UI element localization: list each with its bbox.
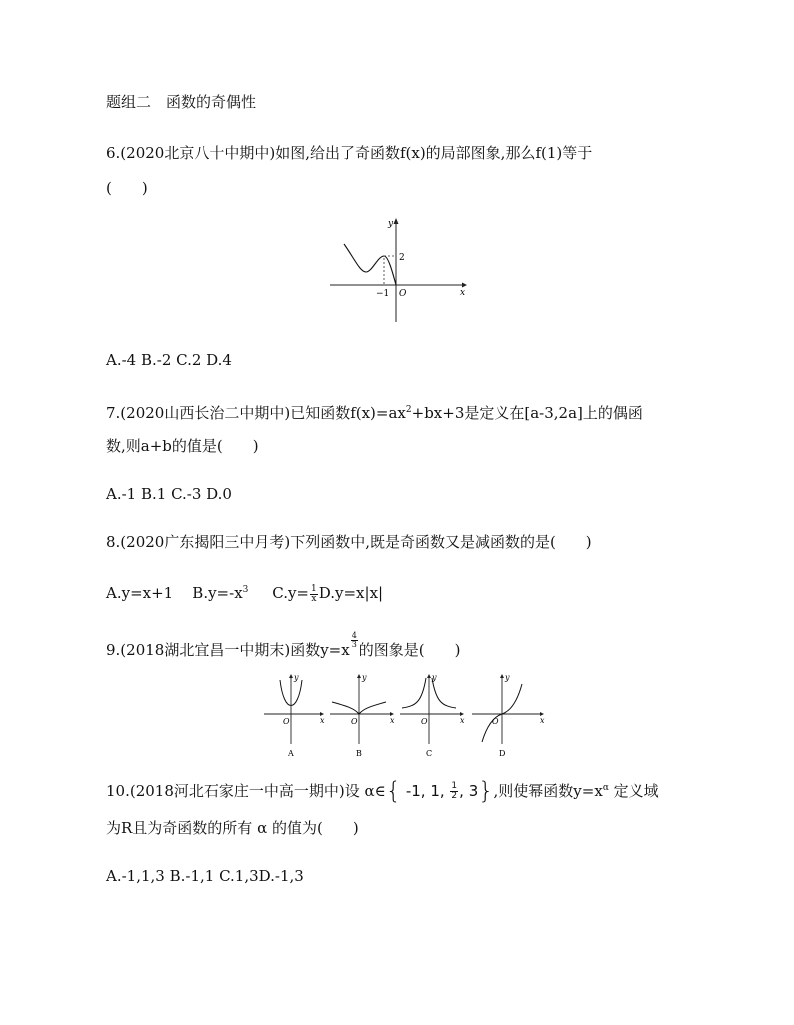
q9-graph-b-label-y: y xyxy=(362,673,367,682)
q9-graph-a xyxy=(264,673,325,758)
q9-figure xyxy=(260,670,550,764)
q9-graph-a-label-x: x xyxy=(320,716,325,725)
q9-graph-b-label-x: x xyxy=(390,716,395,725)
q10-set-fraction-numerator: 1 xyxy=(451,781,458,791)
q6-x-arrow xyxy=(462,283,467,288)
q6-y-arrow xyxy=(394,218,399,224)
q10-alpha-superscript: α xyxy=(602,783,609,793)
q9-graph-d-label-x: x xyxy=(540,716,545,725)
q10-stem-post: ,则使幂函数y=x xyxy=(493,782,603,800)
q9-exponent-denominator: 3 xyxy=(351,640,357,649)
q6-figure xyxy=(326,214,470,330)
q8-options xyxy=(106,580,383,604)
q10-set-item-2: 1 xyxy=(430,782,440,800)
q9-graph-c-label-x: x xyxy=(460,716,465,725)
q8-option-c-numerator: 1 xyxy=(311,583,317,594)
q10-stem-pre: 10.(2018河北石家庄一中高一期中)设 α∈ xyxy=(106,782,386,800)
q10-stem xyxy=(106,777,659,805)
q9-graph-c-caption: C xyxy=(426,749,433,758)
q8-option-b-pre: B.y=-x xyxy=(192,584,243,602)
q10-set-fraction-denominator: 2 xyxy=(451,791,458,801)
q10-left-brace: { xyxy=(385,777,402,805)
section-title: 题组二 函数的奇偶性 xyxy=(106,93,257,111)
q10-stem-line2: 为R且为奇函数的所有 α 的值为( ) xyxy=(106,819,359,837)
q8-option-a: A.y=x+1 xyxy=(106,584,174,602)
q6-stem: 6.(2020北京八十中期中)如图,给出了奇函数f(x)的局部图象,那么f(1)等于 xyxy=(106,144,593,162)
q9-graph-c xyxy=(400,673,465,758)
q9-graph-b xyxy=(330,673,395,758)
q9-stem-post: 的图象是( ) xyxy=(358,641,461,659)
q9-exponent-fraction xyxy=(351,632,358,649)
q9-graph-d-label-y: y xyxy=(505,673,510,682)
q9-graph-a-caption: A xyxy=(288,749,294,758)
q7-options: A.-1 B.1 C.-3 D.0 xyxy=(106,485,232,503)
q6-curve xyxy=(344,244,396,285)
q9-graph-a-label-y: y xyxy=(294,673,299,682)
q10-set-item-last: 3 xyxy=(468,782,479,800)
q6-label-origin: O xyxy=(399,289,407,299)
q9-graph-d-caption: D xyxy=(499,749,506,758)
q6-label-x: x xyxy=(460,288,466,298)
q7-stem-pre: 7.(2020山西长治二中期中)已知函数f(x)=ax xyxy=(106,404,406,422)
q7-stem-post: +bx+3是定义在[a-3,2a]上的偶函 xyxy=(411,404,643,422)
q7-exponent: 2 xyxy=(405,405,412,415)
q10-options: A.-1,1,3 B.-1,1 C.1,3D.-1,3 xyxy=(106,867,304,885)
q6-answer-paren: ( ) xyxy=(106,179,148,197)
q9-stem xyxy=(106,632,461,660)
q8-stem: 8.(2020广东揭阳三中月考)下列函数中,既是奇函数又是减函数的是( ) xyxy=(106,533,592,551)
q6-label-y: y xyxy=(388,219,394,229)
q9-graph-d-label-origin: O xyxy=(492,717,499,726)
q9-stem-pre: 9.(2018湖北宜昌一中期末)函数y=x xyxy=(106,641,350,659)
q8-option-d: D.y=x|x| xyxy=(318,584,384,602)
q10-set-item-1: -1 xyxy=(405,782,421,800)
q10-set-fraction xyxy=(450,782,458,801)
q8-option-c-denominator: x xyxy=(311,593,317,604)
q9-graphs xyxy=(260,670,550,760)
q6-label-neg-one: −1 xyxy=(376,289,390,299)
q8-option-c-fraction xyxy=(310,585,318,604)
q9-graph-c-label-y: y xyxy=(432,673,437,682)
q10-right-brace: } xyxy=(478,777,494,805)
q8-option-b-exponent: 3 xyxy=(242,585,249,595)
q9-exponent-numerator: 4 xyxy=(351,631,357,640)
q9-graph-c-label-origin: O xyxy=(421,717,428,726)
q7-stem xyxy=(106,400,643,423)
q10-alpha-set: { -1, 1, $\frac{1}{2}$ , 3} xyxy=(385,777,494,805)
q6-label-two: 2 xyxy=(399,253,405,263)
q7-stem-line2: 数,则a+b的值是( ) xyxy=(106,437,259,455)
q9-graph-d xyxy=(472,673,545,758)
q9-graph-b-label-origin: O xyxy=(351,717,358,726)
q8-option-c-pre: C.y= xyxy=(272,584,310,602)
q10-stem-end: 定义域 xyxy=(608,782,659,800)
q6-graph xyxy=(326,214,470,326)
q6-options: A.-4 B.-2 C.2 D.4 xyxy=(106,351,232,369)
q9-graph-b-caption: B xyxy=(356,749,362,758)
q9-graph-a-label-origin: O xyxy=(283,717,290,726)
